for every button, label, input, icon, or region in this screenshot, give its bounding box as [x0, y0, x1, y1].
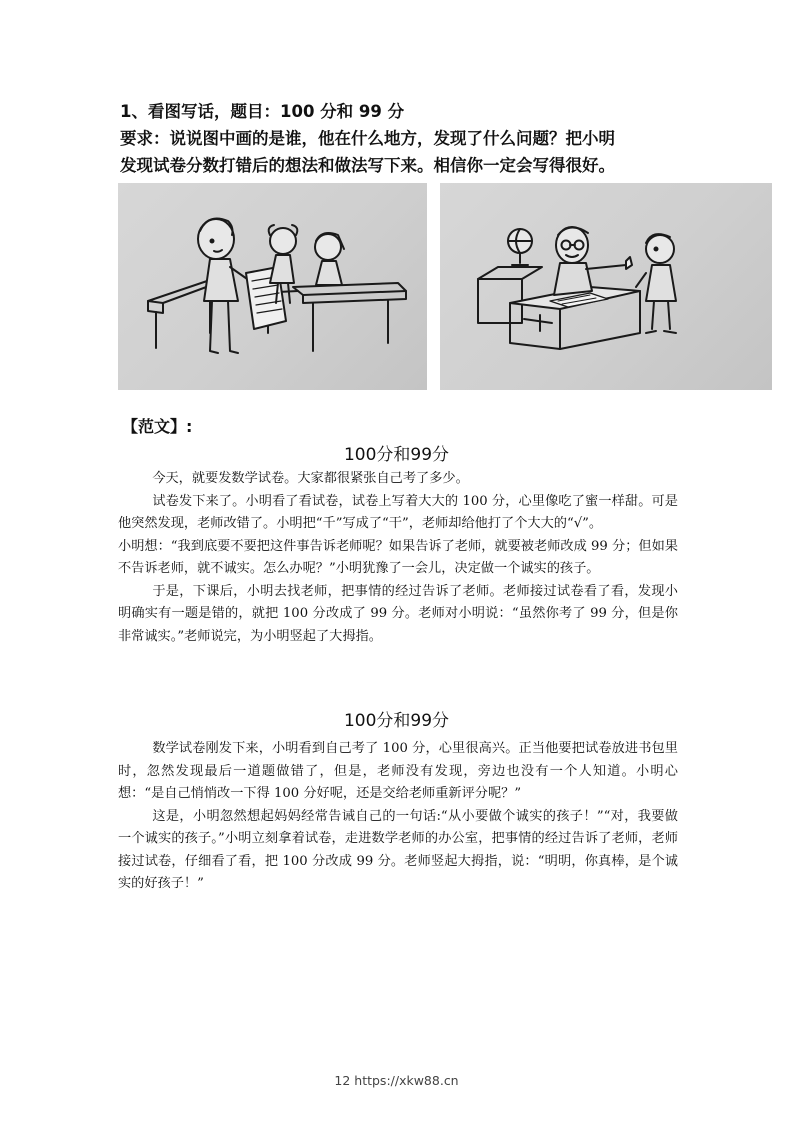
- task-requirement-line-2: 发现试卷分数打错后的想法和做法写下来。相信你一定会写得很好。: [120, 156, 615, 175]
- task-requirement-line-1: 要求：说说图中画的是谁，他在什么地方，发现了什么问题？把小明: [120, 129, 615, 148]
- task-heading: 1、看图写话，题目：100 分和 99 分: [120, 102, 405, 121]
- essay-1-paragraph-3: 小明想：“我到底要不要把这件事告诉老师呢？如果告诉了老师，就要被老师改成 99 分；但如果不告诉老师，就不诚实。怎么办呢？”小明犹豫了一会儿，决定做一个诚实的孩子。: [118, 538, 678, 576]
- essay-2-paragraph-1: 数学试卷刚发下来，小明看到自己考了 100 分，心里很高兴。正当他要把试卷放进书包里时，忽然发现最后一道题做错了，但是，老师没有发现，旁边也没有一个人知道。小明心想：“是自己悄悄改一下得 100 分好呢，还是交给老师重新评分呢？”: [118, 741, 678, 801]
- classroom-boy-with-test-paper-illustration: [118, 183, 427, 390]
- essay-1-paragraph-4: 于是，下课后，小明去找老师，把事情的经过告诉了老师。老师接过试卷看了看，发现小明确实有一题是错的，就把 100 分改成了 99 分。老师对小明说：“虽然你考了 99 分，但是你非常诚实。”老师说完，为小明竖起了大拇指。: [118, 583, 678, 644]
- model-essay-label: 【范文】:: [122, 417, 193, 436]
- essay-1-paragraph-1: 今天，就要发数学试卷。大家都很紧张自己考了多少。: [152, 471, 469, 486]
- essay-2-title: 100分和99分: [343, 711, 450, 731]
- teacher-office-thumbs-up-illustration: [440, 183, 772, 390]
- essay-1-paragraph-2: 试卷发下来了。小明看了看试卷，试卷上写着大大的 100 分，心里像吃了蜜一样甜。可是他突然发现，老师改错了。小明把“千”写成了“干”，老师却给他打了个大大的“√”。: [118, 493, 678, 531]
- essay-1-body: [118, 468, 678, 648]
- essay-2-body: [118, 738, 678, 896]
- page-footer: 12 https://xkw88.cn: [334, 1073, 459, 1088]
- essay-2-paragraph-2: 这是，小明忽然想起妈妈经常告诫自己的一句话:“从小要做个诚实的孩子！”“对，我要做一个诚实的孩子。”小明立刻拿着试卷，走进数学老师的办公室，把事情的经过告诉了老师，老师接过试卷，仔细看了看，把 100 分改成 99 分。老师竖起大拇指，说：“明明，你真棒，是个诚实的好孩子！”: [118, 808, 678, 891]
- task-header: [120, 98, 700, 179]
- essay-1-title: 100分和99分: [343, 445, 450, 465]
